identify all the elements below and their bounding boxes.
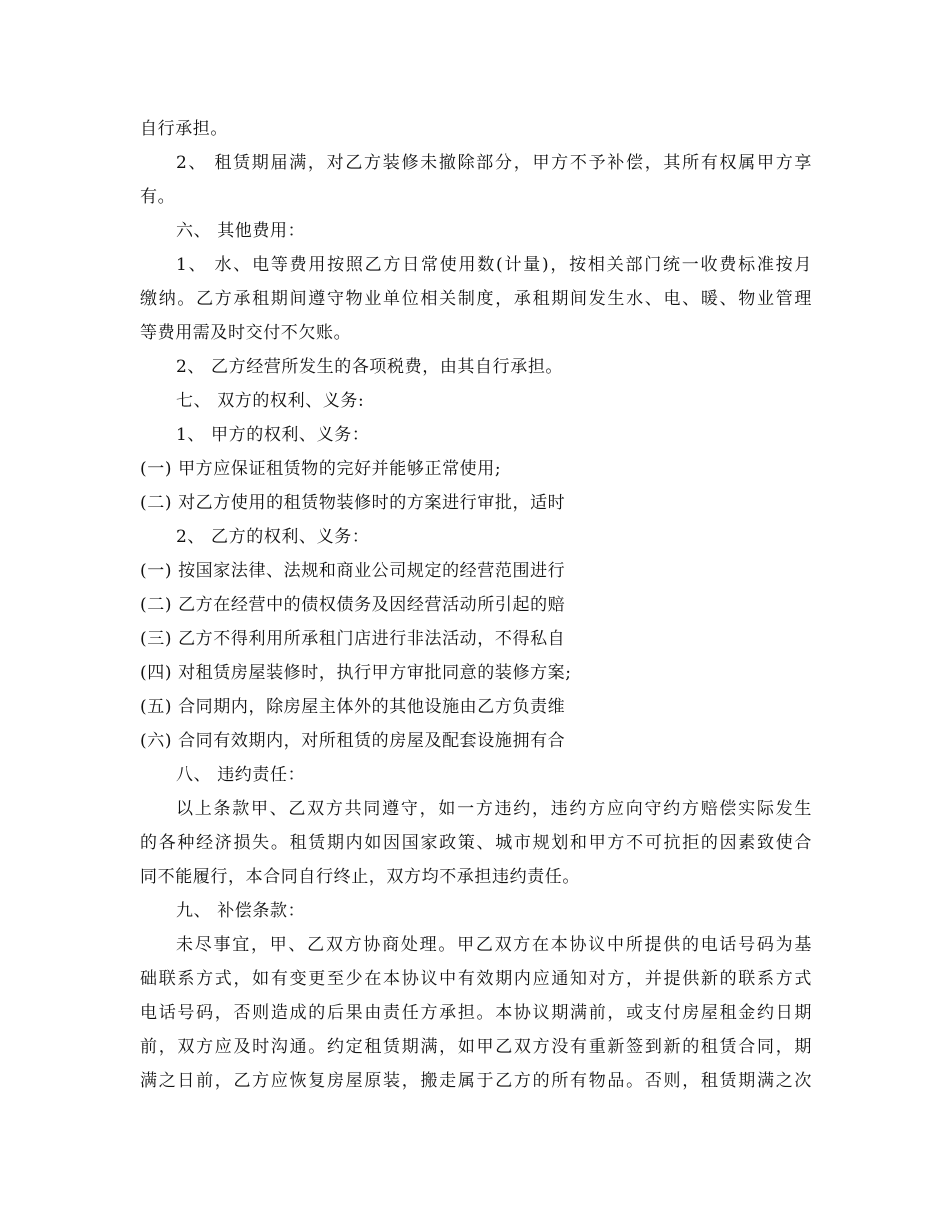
text-line: 六、 其他费用：: [176, 221, 306, 241]
document-body: [140, 112, 812, 1098]
text-line: 有。: [140, 187, 176, 207]
text-line: 以上条款甲、乙双方共同遵守，如一方违约，违约方应向守约方赔偿实际发生: [176, 799, 812, 819]
text-line: 的各种经济损失。租赁期内如因国家政策、城市规划和甲方不可抗拒的因素致使合: [140, 833, 812, 853]
text-line: (五) 合同期内，除房屋主体外的其他设施由乙方负责维: [140, 697, 566, 717]
text-line: 满之日前，乙方应恢复房屋原装，搬走属于乙方的所有物品。否则，租赁期满之次: [140, 1071, 812, 1091]
text-line: 同不能履行，本合同自行终止，双方均不承担违约责任。: [140, 867, 580, 887]
text-line: 前，双方应及时沟通。约定租赁期满，如甲乙双方没有重新签到新的租赁合同，期: [140, 1037, 812, 1057]
text-line: 2、 租赁期届满，对乙方装修未撤除部分，甲方不予补偿，其所有权属甲方享: [176, 153, 812, 173]
text-line: (二) 对乙方使用的租赁物装修时的方案进行审批，适时: [140, 493, 566, 513]
text-line: (二) 乙方在经营中的债权债务及因经营活动所引起的赔: [140, 595, 566, 615]
text-line: 自行承担。: [140, 119, 228, 139]
text-line: 八、 违约责任：: [176, 765, 306, 785]
text-line: (一) 甲方应保证租赁物的完好并能够正常使用;: [140, 459, 502, 479]
text-line: 1、 水、电等费用按照乙方日常使用数(计量)，按相关部门统一收费标准按月: [176, 255, 812, 275]
text-line: 电话号码，否则造成的后果由责任方承担。本协议期满前，或支付房屋租金约日期: [140, 1003, 812, 1023]
text-line: 缴纳。乙方承租期间遵守物业单位相关制度，承租期间发生水、电、暖、物业管理: [140, 289, 812, 309]
text-line: 七、 双方的权利、义务:: [176, 391, 365, 411]
text-line: 2、 乙方经营所发生的各项税费，由其自行承担。: [176, 357, 564, 377]
text-line: (四) 对租赁房屋装修时，执行甲方审批同意的装修方案;: [140, 663, 572, 683]
text-line: 未尽事宜，甲、乙双方协商处理。甲乙双方在本协议中所提供的电话号码为基: [176, 935, 812, 955]
text-line: 础联系方式，如有变更至少在本协议中有效期内应通知对方，并提供新的联系方式: [140, 969, 812, 989]
text-line: (六) 合同有效期内，对所租赁的房屋及配套设施拥有合: [140, 731, 566, 751]
text-line: 等费用需及时交付不欠账。: [140, 323, 352, 343]
text-line: (三) 乙方不得利用所承租门店进行非法活动，不得私自: [140, 629, 566, 649]
text-line: 2、 乙方的权利、义务：: [176, 527, 370, 547]
text-line: 1、 甲方的权利、义务：: [176, 425, 370, 445]
text-line: 九、 补偿条款：: [176, 901, 306, 921]
text-line: (一) 按国家法律、法规和商业公司规定的经营范围进行: [140, 561, 566, 581]
